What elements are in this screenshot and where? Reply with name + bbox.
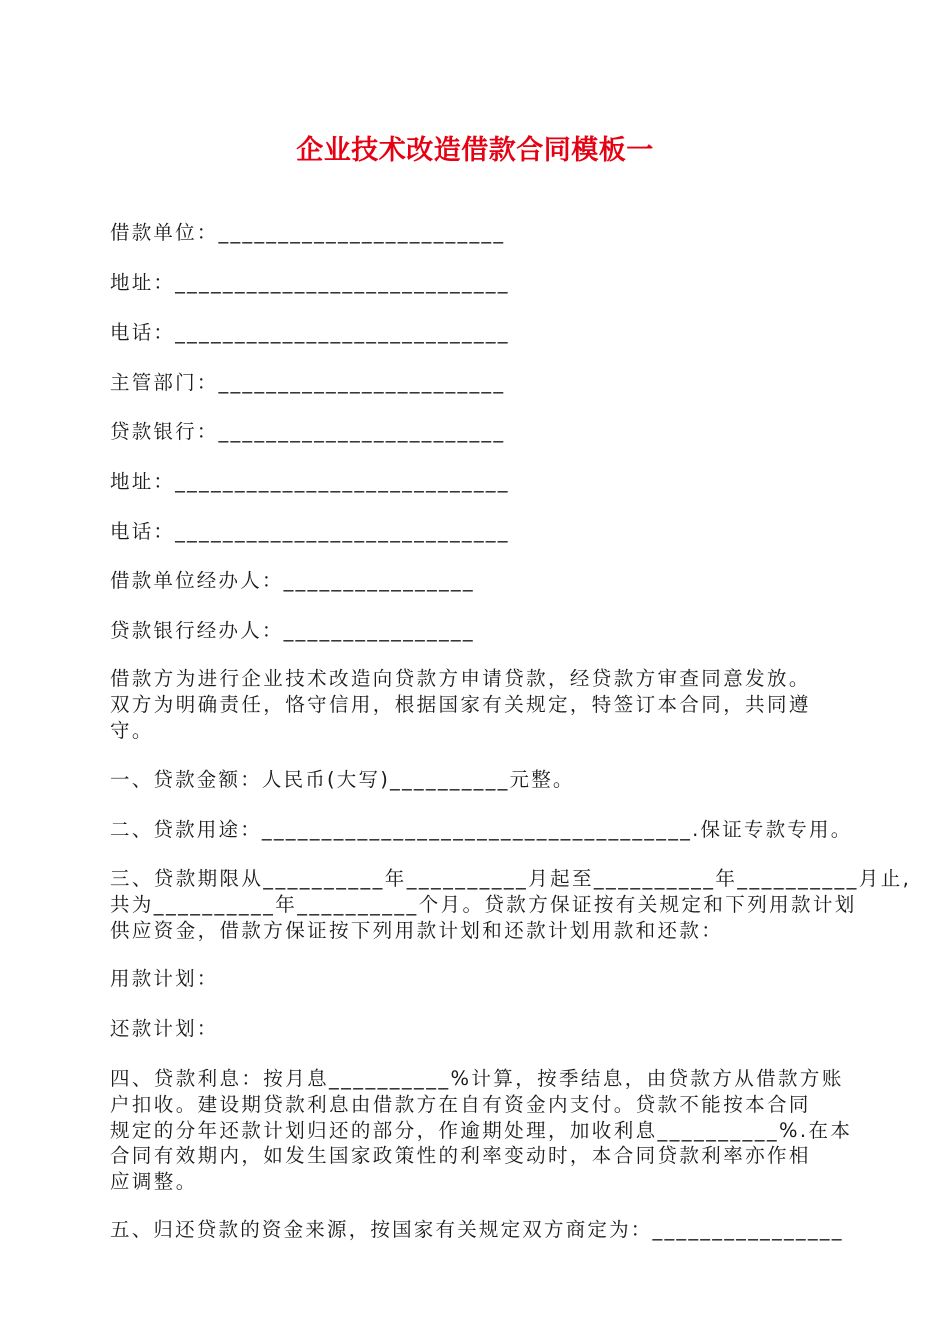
clause-repayment-source: 五、归还贷款的资金来源，按国家有关规定双方商定为：________________: [110, 1218, 844, 1241]
field-borrower: 借款单位：________________________: [110, 221, 506, 244]
clause-line: 四、贷款利息：按月息__________%计算，按季结息，由贷款方从借款方账: [110, 1067, 844, 1090]
preamble-line: 双方为明确责任，恪守信用，根据国家有关规定，特签订本合同，共同遵: [110, 692, 811, 716]
field-borrower-phone: 电话：____________________________: [110, 321, 510, 344]
field-supervising-dept: 主管部门：________________________: [110, 371, 506, 394]
document-title: 企业技术改造借款合同模板一: [296, 135, 654, 166]
clause-line: 合同有效期内，如发生国家政策性的利率变动时，本合同贷款利率亦作相: [110, 1144, 811, 1168]
plan-repay-label: 还款计划：: [110, 1017, 219, 1040]
field-bank-agent: 贷款银行经办人：________________: [110, 619, 475, 642]
field-borrower-address: 地址：____________________________: [110, 271, 510, 294]
field-bank-phone: 电话：____________________________: [110, 520, 510, 543]
clause-line: 共为__________年__________个月。贷款方保证按有关规定和下列用款计划: [110, 892, 857, 916]
clause-line: 三、贷款期限从__________年__________月起至__________年__________月止,: [110, 867, 912, 890]
clause-line: 应调整。: [110, 1170, 198, 1194]
clause-interest: [110, 1066, 853, 1195]
preamble-line: 借款方为进行企业技术改造向贷款方申请贷款，经贷款方审查同意发放。: [110, 667, 811, 690]
clause-loan-amount: 一、贷款金额：人民币(大写)__________元整。: [110, 768, 575, 791]
clause-line: 供应资金，借款方保证按下列用款计划和还款计划用款和还款：: [110, 918, 724, 942]
field-borrower-agent: 借款单位经办人：________________: [110, 569, 475, 592]
preamble-paragraph: [110, 666, 845, 743]
clause-line: 规定的分年还款计划归还的部分，作逾期处理，加收利息__________%.在本: [110, 1118, 853, 1142]
clause-line: 户扣收。建设期贷款利息由借款方在自有资金内支付。贷款不能按本合同: [110, 1092, 811, 1116]
clause-loan-purpose: 二、贷款用途：____________________________________.保证专款专用。: [110, 818, 853, 841]
clause-loan-term: [110, 866, 912, 943]
field-lending-bank: 贷款银行：________________________: [110, 420, 506, 443]
plan-use-label: 用款计划：: [110, 967, 219, 990]
field-bank-address: 地址：____________________________: [110, 470, 510, 493]
preamble-line: 守。: [110, 718, 154, 742]
